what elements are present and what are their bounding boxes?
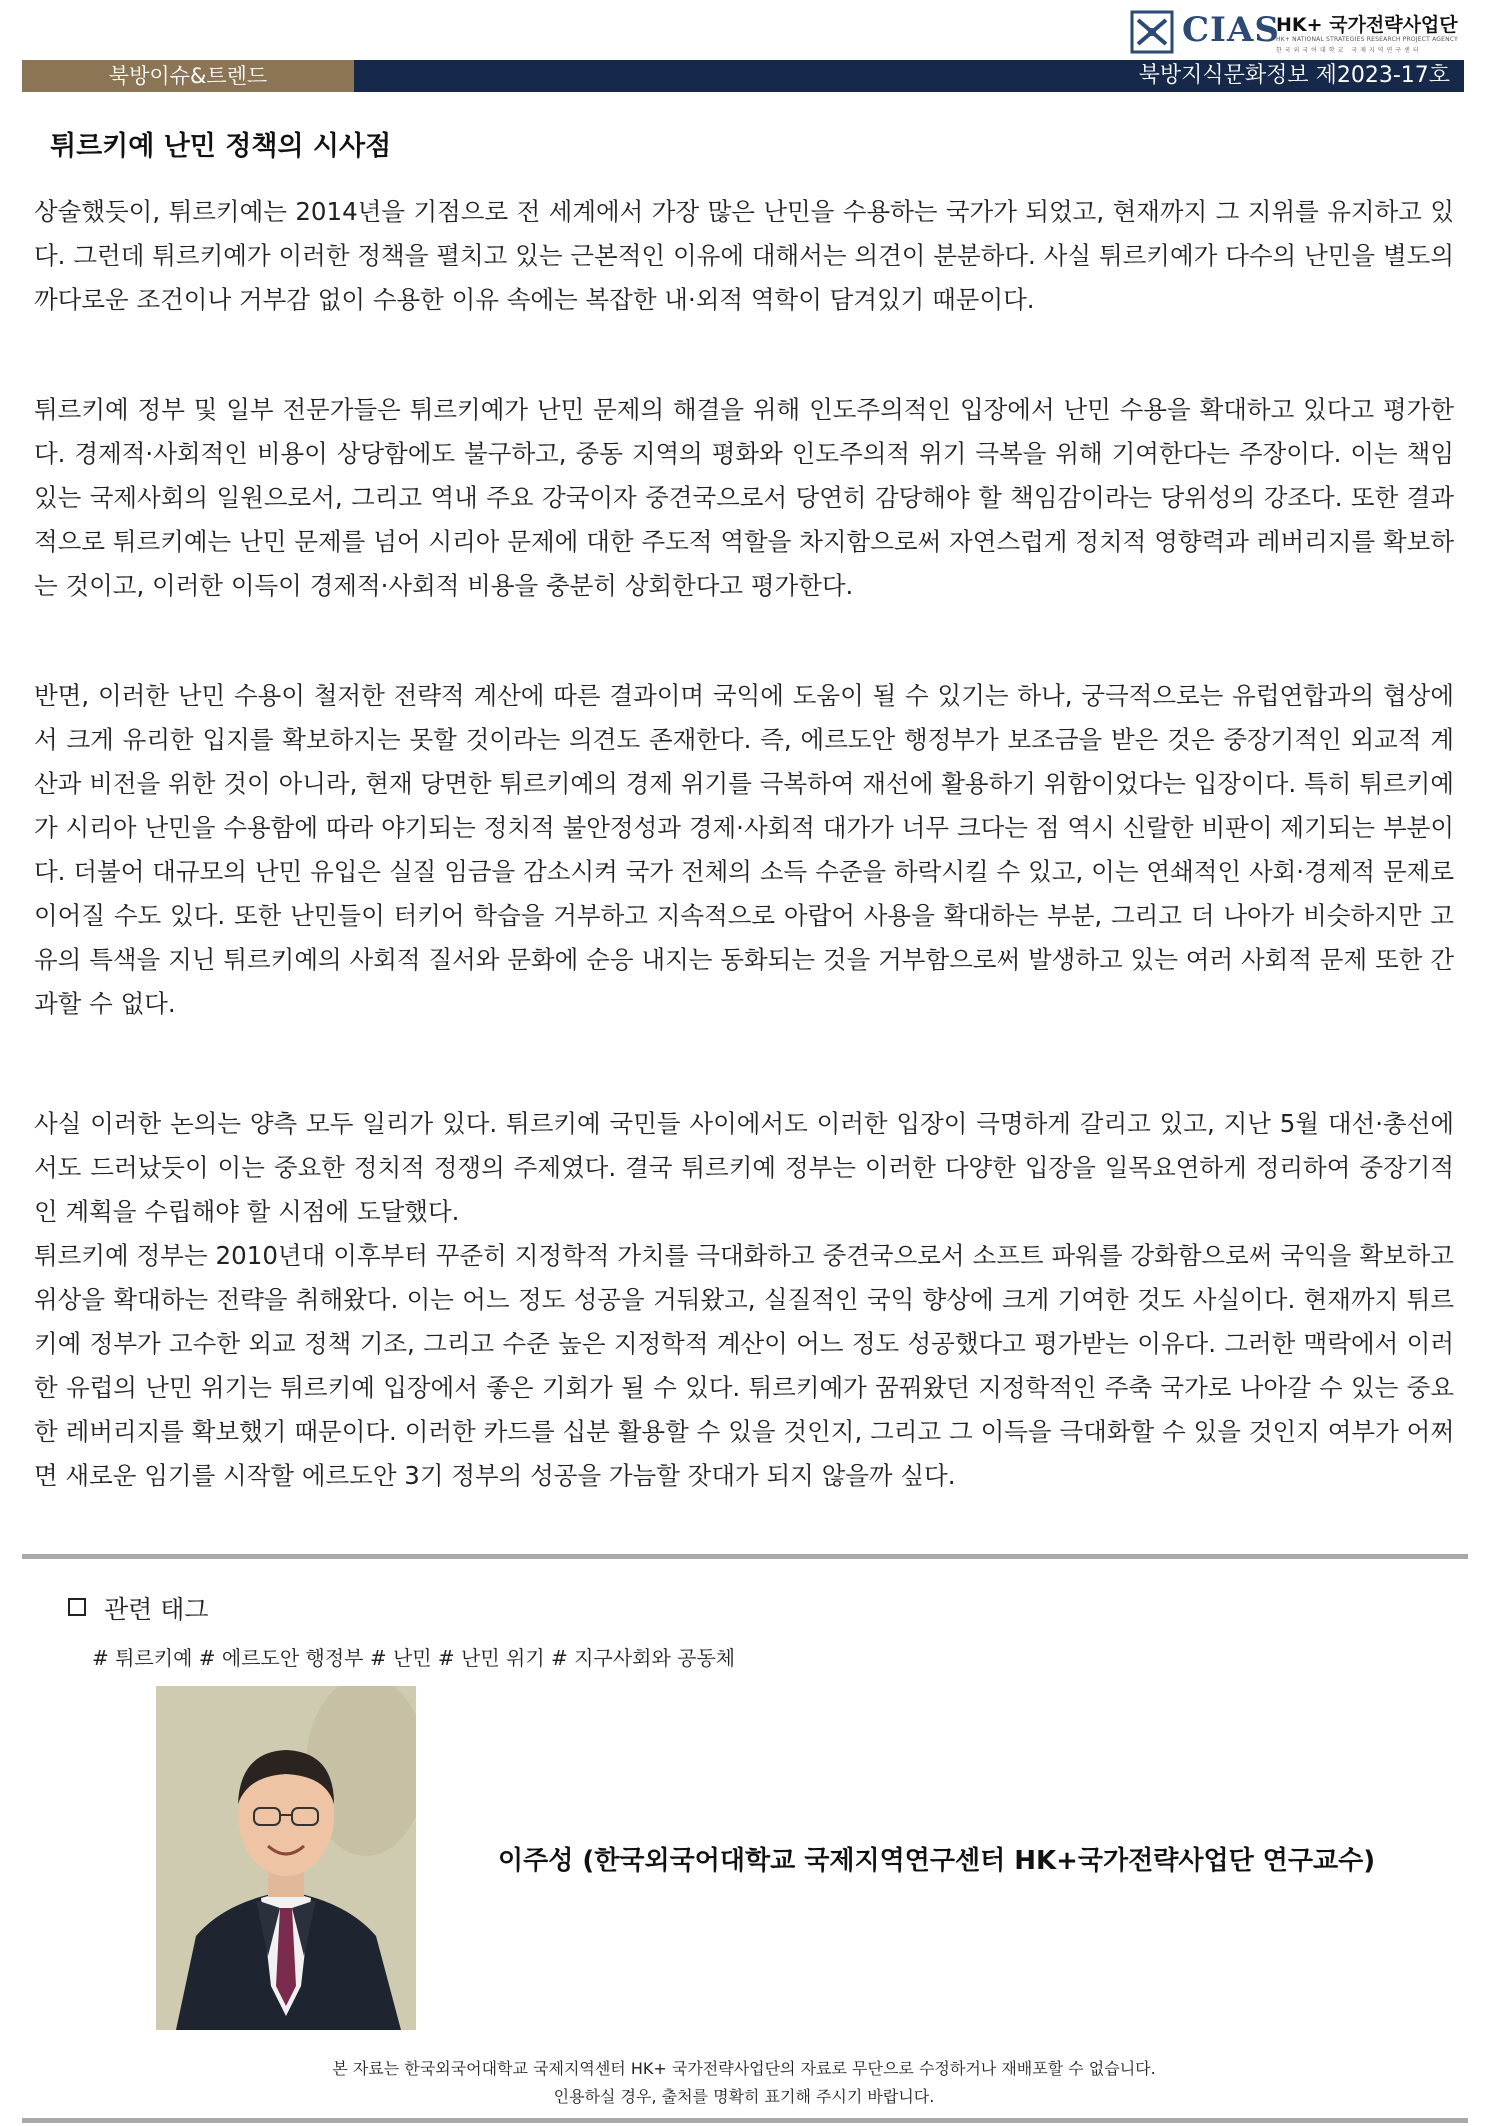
author-portrait-illustration: [156, 1686, 416, 2030]
issue-number: 북방지식문화정보 제2023-17호: [1138, 63, 1450, 88]
logo-english-subtitle: HK+ NATIONAL STRATEGIES RESEARCH PROJECT AGENCY: [1276, 36, 1458, 43]
cias-emblem-icon: [1130, 10, 1174, 54]
article-title: 튀르키예 난민 정책의 시사점: [50, 131, 392, 162]
copyright-notice: [0, 2055, 1488, 2111]
article-paragraph: 튀르키예 정부는 2010년대 이후부터 꾸준히 지정학적 가치를 극대화하고 중견국으로서 소프트 파워를 강화함으로써 국익을 확보하고 위상을 확대하는 전략을 취해왔다. 이는 어느 정도 성공을 거둬왔고, 실질적인 국익 향상에 크게 기여한 것도 사실이다. 현재까지 튀르키예 정부가 고수한 외교 정책 기조, 그리고 수준 높은 지정학적 계산이 어느 정도 성공했다고 평가받는 이유다. 그러한 맥락에서 이러한 유럽의 난민 위기는 튀르키예 입장에서 좋은 기회가 될 수 있다. 튀르키예가 꿈꿔왔던 지정학적인 주축 국가로 나아갈 수 있는 중요한 레버리지를 확보했기 때문이다. 이러한 카드를 십분 활용할 수 있을 것인지, 그리고 그 이득을 극대화할 수 있을 것인지 여부가 어쩌면 새로운 임기를 시작할 에르도안 3기 정부의 성공을 가늠할 잣대가 되지 않을까 싶다.: [34, 1241, 1454, 1490]
header-bar: [22, 60, 1464, 92]
cias-logo: [1130, 8, 1460, 58]
article-paragraph: 튀르키예 정부 및 일부 전문가들은 튀르키예가 난민 문제의 해결을 위해 인도주의적인 입장에서 난민 수용을 확대하고 있다고 평가한다. 경제적·사회적인 비용이 상당함에도 불구하고, 중동 지역의 평화와 인도주의적 위기 극복을 위해 기여한다는 주장이다. 이는 책임 있는 국제사회의 일원으로서, 그리고 역내 주요 강국이자 중견국으로서 당연히 감당해야 할 책임감이라는 당위성의 강조다. 또한 결과적으로 튀르키예는 난민 문제를 넘어 시리아 문제에 대한 주도적 역할을 차지함으로써 자연스럽게 정치적 영향력과 레버리지를 확보하는 것이고, 이러한 이득이 경제적·사회적 비용을 충분히 상회한다고 평가한다.: [34, 395, 1454, 600]
logo-korean-subtitle: 한국외국어대학교 국제지역연구센터: [1276, 47, 1422, 54]
tags-heading: [68, 1590, 209, 1626]
article-paragraph: 반면, 이러한 난민 수용이 철저한 전략적 계산에 따른 결과이며 국익에 도움이 될 수 있기는 하나, 궁극적으로는 유럽연합과의 협상에서 크게 유리한 입지를 확보하지는 못할 것이라는 의견도 존재한다. 즉, 에르도안 행정부가 보조금을 받은 것은 중장기적인 외교적 계산과 비전을 위한 것이 아니라, 현재 당면한 튀르키예의 경제 위기를 극복하여 재선에 활용하기 위함이었다는 입장이다. 특히 튀르키예가 시리아 난민을 수용함에 따라 야기되는 정치적 불안정성과 경제·사회적 대가가 너무 크다는 점 역시 신랄한 비판이 제기되는 부분이다. 더불어 대규모의 난민 유입은 실질 임금을 감소시켜 국가 전체의 소득 수준을 하락시킬 수 있고, 이는 연쇄적인 사회·경제적 문제로 이어질 수도 있다. 또한 난민들이 터키어 학습을 거부하고 지속적으로 아랍어 사용을 확대하는 부분, 그리고 더 나아가 비슷하지만 고유의 특색을 지닌 튀르키예의 사회적 질서와 문화에 순응 내지는 동화되는 것을 거부함으로써 발생하고 있는 여러 사회적 문제 또한 간과할 수 없다.: [34, 681, 1454, 1018]
section-label: 북방이슈&트렌드: [22, 60, 354, 92]
author-name: 이주성 (한국외국어대학교 국제지역연구센터 HK+국가전략사업단 연구교수): [498, 1846, 1376, 1876]
section-divider: [22, 1554, 1468, 1559]
copyright-line: 본 자료는 한국외국어대학교 국제지역센터 HK+ 국가전략사업단의 자료로 무단으로 수정하거나 재배포할 수 없습니다.: [332, 2059, 1156, 2078]
tags-heading-label: 관련 태그: [104, 1595, 209, 1624]
tags-list: # 튀르키예 # 에르도안 행정부 # 난민 # 난민 위기 # 지구사회와 공동체: [92, 1646, 736, 1670]
checkbox-square-icon: [68, 1598, 86, 1616]
logo-wordmark: CIAS: [1182, 10, 1280, 50]
citation-line: 인용하실 경우, 출처를 명확히 표기해 주시기 바랍니다.: [553, 2087, 935, 2106]
bottom-divider: [22, 2118, 1468, 2123]
article-paragraph: 상술했듯이, 튀르키예는 2014년을 기점으로 전 세계에서 가장 많은 난민을 수용하는 국가가 되었고, 현재까지 그 지위를 유지하고 있다. 그런데 튀르키예가 이러한 정책을 펼치고 있는 근본적인 이유에 대해서는 의견이 분분하다. 사실 튀르키예가 다수의 난민을 별도의 까다로운 조건이나 거부감 없이 수용한 이유 속에는 복잡한 내·외적 역학이 담겨있기 때문이다.: [34, 197, 1454, 314]
logo-program-name: HK+ 국가전략사업단: [1276, 14, 1458, 36]
author-photo: [156, 1686, 416, 2030]
article-paragraph: 사실 이러한 논의는 양측 모두 일리가 있다. 튀르키예 국민들 사이에서도 이러한 입장이 극명하게 갈리고 있고, 지난 5월 대선·총선에서도 드러났듯이 이는 중요한 정치적 정쟁의 주제였다. 결국 튀르키예 정부는 이러한 다양한 입장을 일목요연하게 정리하여 중장기적인 계획을 수립해야 할 시점에 도달했다.: [34, 1109, 1454, 1226]
